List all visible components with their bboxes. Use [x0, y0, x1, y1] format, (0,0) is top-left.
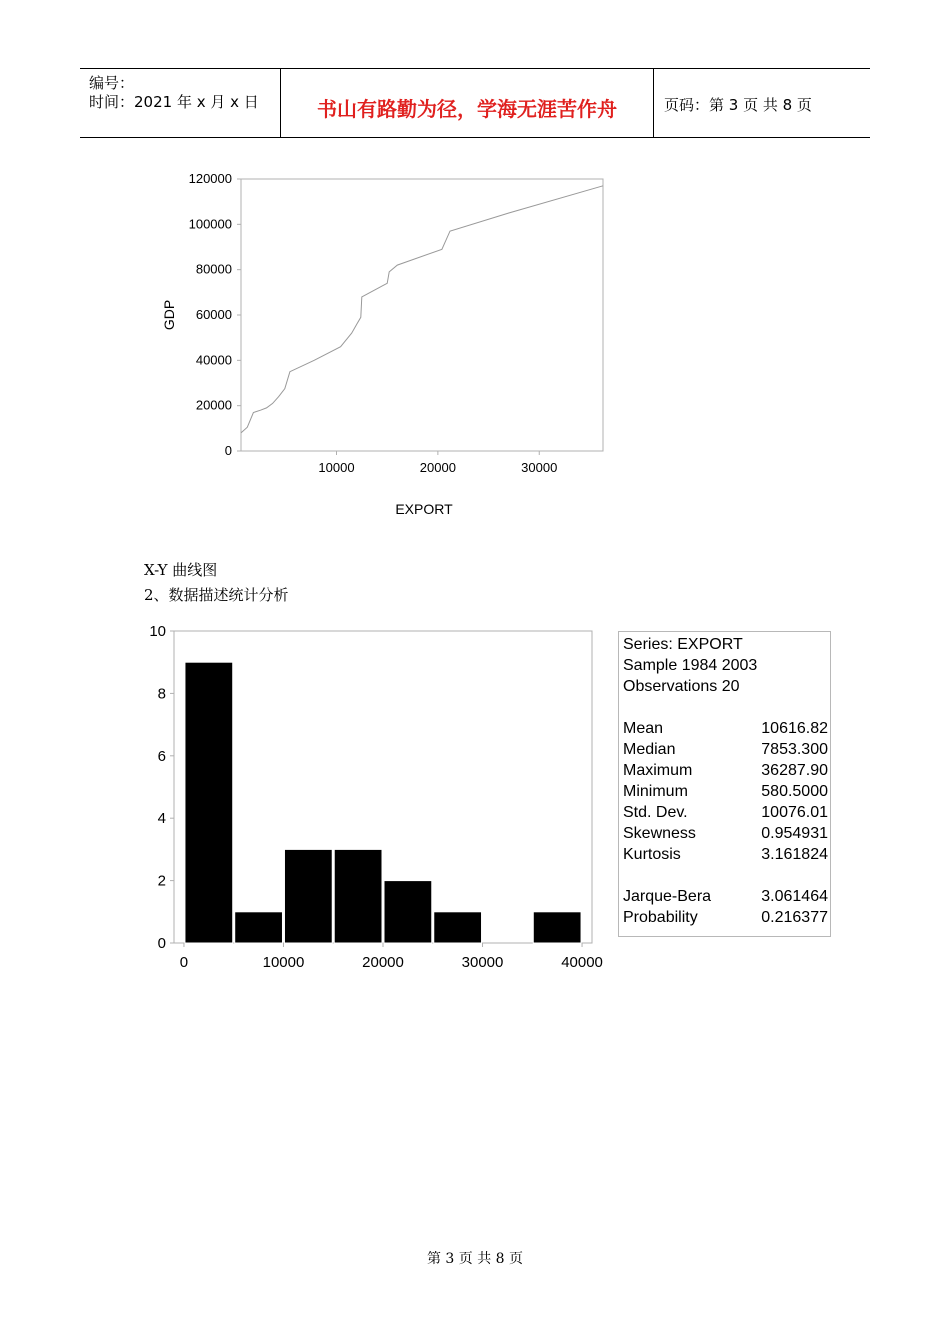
stats-observations: Observations 20: [623, 678, 740, 695]
stats-label-maximum: Maximum: [623, 762, 693, 779]
xy-y-tick-label: 60000: [195, 307, 232, 322]
hist-bar: [434, 912, 482, 943]
stats-label-probability: Probability: [623, 909, 698, 926]
hist-y-tick-label: 0: [157, 935, 166, 952]
stats-section-heading: 2、数据描述统计分析: [144, 586, 289, 604]
xy-chart-caption: X-Y 曲线图: [144, 561, 218, 579]
hist-bar: [235, 912, 283, 943]
stats-label-jarque-bera: Jarque-Bera: [623, 888, 712, 905]
xy-y-tick-label: 40000: [195, 352, 232, 368]
xy-y-tick-label: 100000: [188, 216, 232, 232]
hist-y-tick-label: 4: [157, 810, 166, 828]
stats-series-name: Series: EXPORT: [623, 636, 743, 653]
gdp-export-line: [241, 186, 603, 433]
xy-y-axis-label: GDP: [161, 299, 177, 331]
hist-y-tick-label: 2: [157, 872, 166, 890]
page-footer: 第 3 页 共 8 页: [426, 1251, 524, 1267]
export-histogram: [0, 600, 620, 990]
stats-label-median: Median: [623, 741, 676, 758]
stats-sample-range: Sample 1984 2003: [623, 657, 758, 674]
stats-value-maximum: 36287.90: [761, 762, 828, 779]
xy-x-tick-label: 10000: [318, 460, 355, 475]
xy-y-tick-label: 0: [224, 443, 232, 458]
descriptive-stats-box: [618, 631, 831, 937]
stats-label-minimum: Minimum: [623, 783, 688, 800]
document-date-label: 时间：2021 年 x 月 x 日: [89, 93, 259, 111]
header-motto: 书山有路勤为径，学海无涯苦作舟: [317, 97, 617, 121]
hist-y-tick-label: 10: [149, 623, 166, 640]
stats-value-median: 7853.300: [761, 741, 828, 758]
stats-value-skewness: 0.954931: [761, 825, 828, 842]
hist-bar: [384, 881, 432, 943]
hist-x-tick-label: 20000: [362, 954, 404, 971]
xy-plot-frame: [241, 179, 603, 451]
stats-value-mean: 10616.82: [761, 720, 828, 737]
hist-x-tick-label: 30000: [461, 954, 504, 971]
stats-value-probability: 0.216377: [761, 909, 828, 926]
xy-x-tick-label: 30000: [521, 460, 558, 475]
hist-bar: [185, 662, 233, 943]
hist-y-tick-label: 6: [157, 747, 166, 765]
xy-y-tick-label: 20000: [195, 397, 232, 413]
document-number-label: 编号：: [89, 74, 135, 92]
stats-value-std-dev: 10076.01: [761, 804, 828, 821]
xy-x-tick-label: 20000: [419, 460, 456, 475]
hist-x-tick-label: 10000: [262, 954, 305, 971]
hist-bar: [533, 912, 581, 943]
header-page-info: 页码：第 3 页 共 8 页: [664, 96, 812, 114]
stats-label-std-dev: Std. Dev.: [623, 804, 688, 821]
hist-bar: [334, 849, 382, 943]
stats-value-jarque-bera: 3.061464: [761, 888, 828, 905]
hist-x-tick-label: 40000: [561, 954, 603, 971]
xy-y-tick-label: 80000: [195, 261, 232, 277]
hist-plot-frame: [174, 631, 592, 943]
stats-value-minimum: 580.5000: [761, 783, 828, 800]
xy-line-chart: [0, 0, 950, 540]
hist-x-tick-label: 0: [179, 954, 189, 971]
stats-label-skewness: Skewness: [623, 825, 696, 842]
hist-y-tick-label: 8: [157, 685, 166, 703]
hist-bar: [284, 849, 332, 943]
xy-x-axis-label: EXPORT: [395, 501, 453, 517]
stats-label-kurtosis: Kurtosis: [623, 846, 681, 863]
stats-value-kurtosis: 3.161824: [761, 846, 828, 863]
xy-y-tick-label: 120000: [188, 171, 232, 186]
stats-label-mean: Mean: [623, 720, 664, 737]
